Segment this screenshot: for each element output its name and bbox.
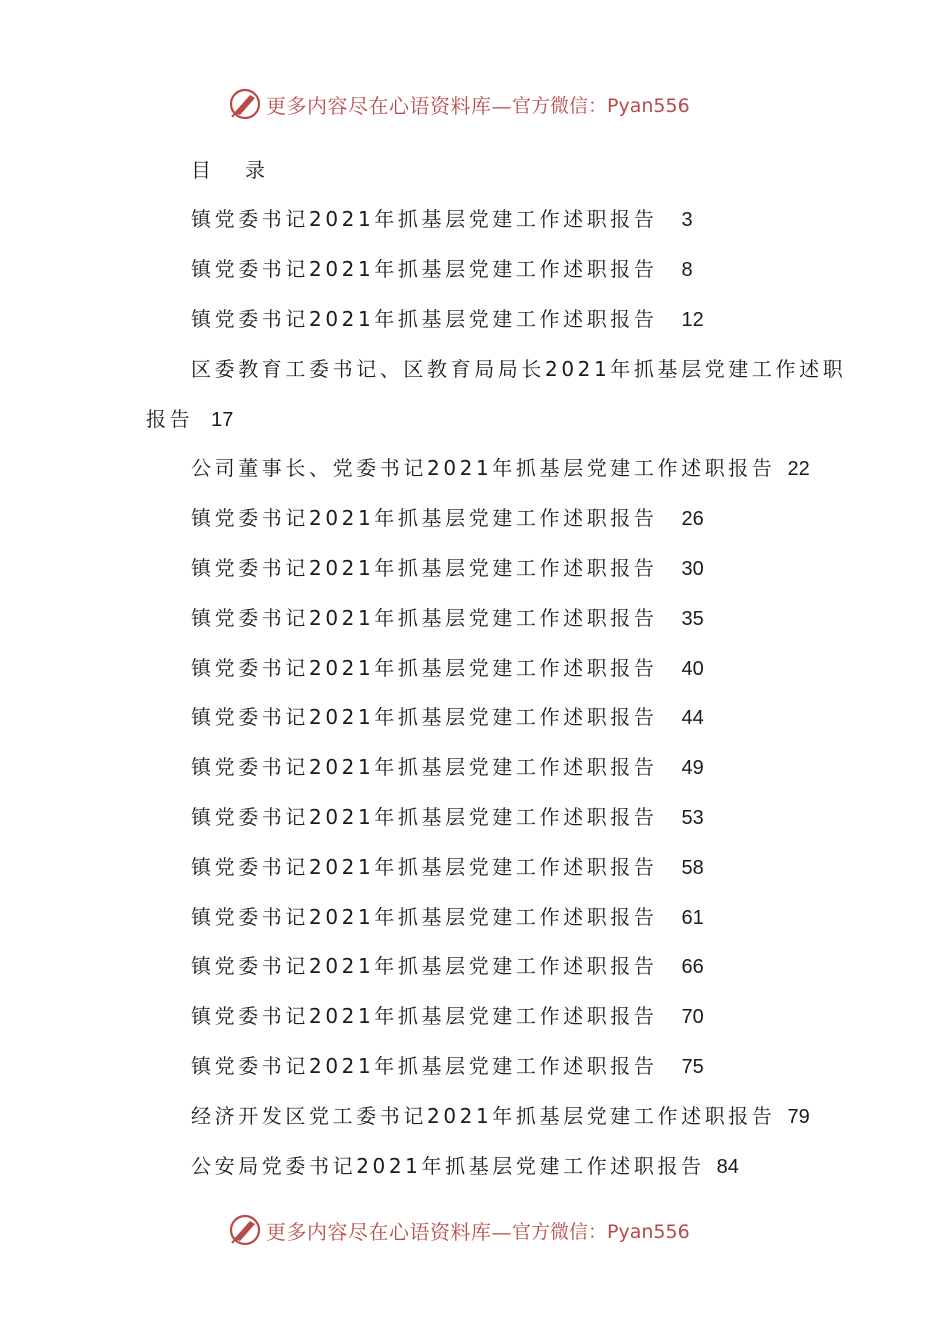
toc-entry-text: 公司董事长、党委书记2021年抓基层党建工作述职报告 xyxy=(191,456,776,480)
toc-entry-text: 镇党委书记2021年抓基层党建工作述职报告 xyxy=(191,1004,658,1028)
toc-entry-text: 镇党委书记2021年抓基层党建工作述职报告 xyxy=(191,855,658,879)
toc-entry-text: 镇党委书记2021年抓基层党建工作述职报告 xyxy=(191,257,658,281)
toc-entry-page: 22 xyxy=(787,458,810,480)
toc-entry[interactable] xyxy=(191,605,704,632)
toc-entry[interactable] xyxy=(191,1103,810,1130)
toc-entry-text: 镇党委书记2021年抓基层党建工作述职报告 xyxy=(191,905,658,929)
toc-entry[interactable] xyxy=(191,904,704,931)
toc-entry-text-cont: 报告 xyxy=(146,407,194,431)
toc-entry-continuation[interactable] xyxy=(146,406,233,433)
toc-entry-text: 镇党委书记2021年抓基层党建工作述职报告 xyxy=(191,1054,658,1078)
toc-entry[interactable] xyxy=(191,1053,704,1080)
toc-entry-page: 44 xyxy=(681,707,704,729)
toc-entry-page: 58 xyxy=(681,857,704,879)
banner-left-text: 更多内容尽在心语资料库— xyxy=(266,1219,512,1244)
toc-entry-page: 75 xyxy=(681,1056,704,1078)
toc-entry-text: 镇党委书记2021年抓基层党建工作述职报告 xyxy=(191,606,658,630)
toc-entry-page: 30 xyxy=(681,558,704,580)
toc-entry[interactable] xyxy=(191,256,693,283)
toc-title-char-1: 目 xyxy=(191,158,215,182)
toc-entry-text: 镇党委书记2021年抓基层党建工作述职报告 xyxy=(191,805,658,829)
toc-entry[interactable] xyxy=(191,953,704,980)
toc-entry-page: 53 xyxy=(681,807,704,829)
toc-entry[interactable] xyxy=(191,754,704,781)
toc-entry-text: 镇党委书记2021年抓基层党建工作述职报告 xyxy=(191,207,658,231)
banner-right-text: 官方微信：Pyan556 xyxy=(512,1220,690,1243)
toc-entry-text: 经济开发区党工委书记2021年抓基层党建工作述职报告 xyxy=(191,1104,776,1128)
banner-right-text: 官方微信：Pyan556 xyxy=(512,94,690,117)
toc-entry-page: 8 xyxy=(681,259,693,281)
toc-entry-page: 26 xyxy=(681,508,704,530)
toc-entry[interactable] xyxy=(191,356,846,382)
toc-entry-page: 61 xyxy=(681,907,704,929)
toc-entry-page: 84 xyxy=(716,1156,739,1178)
toc-entry-text: 镇党委书记2021年抓基层党建工作述职报告 xyxy=(191,656,658,680)
toc-entry-text: 镇党委书记2021年抓基层党建工作述职报告 xyxy=(191,755,658,779)
toc-entry-page: 17 xyxy=(211,409,234,431)
footer-banner xyxy=(228,1212,728,1248)
toc-entry-page: 70 xyxy=(681,1006,704,1028)
toc-entry-page: 35 xyxy=(681,608,704,630)
toc-entry-page: 79 xyxy=(787,1106,810,1128)
toc-entry[interactable] xyxy=(191,505,704,532)
toc-entry[interactable] xyxy=(191,206,693,233)
toc-entry[interactable] xyxy=(191,1153,739,1180)
toc-entry[interactable] xyxy=(191,704,704,731)
toc-entry-text: 镇党委书记2021年抓基层党建工作述职报告 xyxy=(191,705,658,729)
toc-entry-text: 区委教育工委书记、区教育局局长2021年抓基层党建工作述职 xyxy=(191,357,847,381)
toc-entry-text: 镇党委书记2021年抓基层党建工作述职报告 xyxy=(191,307,658,331)
toc-entry-page: 12 xyxy=(681,309,704,331)
toc-entry-page: 66 xyxy=(681,956,704,978)
banner-left-text: 更多内容尽在心语资料库— xyxy=(266,93,512,118)
toc-entry-page: 3 xyxy=(681,209,693,231)
toc-entry-page: 49 xyxy=(681,757,704,779)
toc-title-char-2: 录 xyxy=(245,158,269,182)
toc-entry[interactable] xyxy=(191,655,704,682)
toc-entry-text: 镇党委书记2021年抓基层党建工作述职报告 xyxy=(191,556,658,580)
toc-entry-text: 镇党委书记2021年抓基层党建工作述职报告 xyxy=(191,506,658,530)
toc-entry-text: 镇党委书记2021年抓基层党建工作述职报告 xyxy=(191,954,658,978)
toc-entry[interactable] xyxy=(191,455,810,482)
pen-logo-icon xyxy=(228,1213,262,1247)
toc-entry[interactable] xyxy=(191,555,704,582)
toc-entry[interactable] xyxy=(191,306,704,333)
toc-entry-page: 40 xyxy=(681,658,704,680)
toc-entry[interactable] xyxy=(191,804,704,831)
toc-entry[interactable] xyxy=(191,854,704,881)
toc-entry[interactable] xyxy=(191,1003,704,1030)
toc-entry-text: 公安局党委书记2021年抓基层党建工作述职报告 xyxy=(191,1154,705,1178)
